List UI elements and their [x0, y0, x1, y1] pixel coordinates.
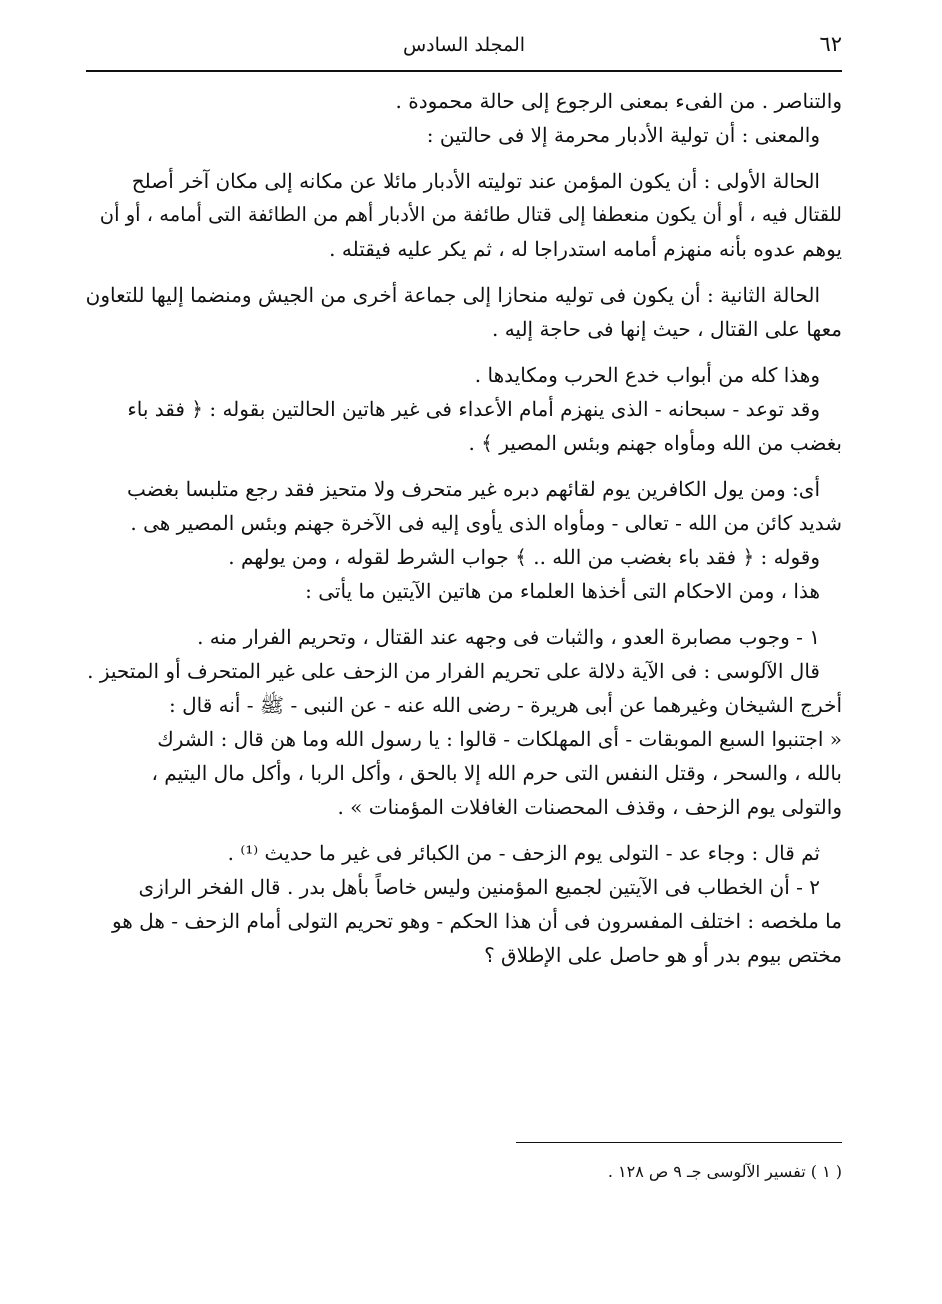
text-line: مختص بيوم بدر أو هو حاصل على الإطلاق ؟ [484, 943, 842, 967]
page-header [86, 30, 842, 70]
page-number: ٦٢ [819, 32, 842, 56]
text-line: وهذا كله من أبواب خدع الحرب ومكايدها . [474, 363, 820, 387]
text-line: ٢ - أن الخطاب فى الآيتين لجميع المؤمنين وليس خاصاً بأهل بدر . قال الفخر الرازى [138, 875, 820, 899]
text-line: أخرج الشيخان وغيرهما عن أبى هريرة - رضى الله عنه - عن النبى - ﷺ - أنه قال : [168, 693, 842, 717]
text-line: شديد كائن من الله - تعالى - ومأواه الذى يأوى إليه فى الآخرة جهنم وبئس المصير هى . [130, 511, 842, 535]
text-line: أى: ومن يول الكافرين يوم لقائهم دبره غير متحرف ولا متحيز فقد رجع متلبسا بغضب [127, 477, 820, 501]
text-line: بالله ، والسحر ، وقتل النفس التى حرم الله إلا بالحق ، وأكل الربا ، وأكل مال اليتيم ، [151, 761, 842, 785]
volume-title: المجلد السادس [402, 34, 526, 56]
text-line: « اجتنبوا السبع الموبقات - أى المهلكات - قالوا : يا رسول الله وما هن قال : الشرك [157, 727, 842, 751]
text-line: وقد توعد - سبحانه - الذى ينهزم أمام الأعداء فى غير هاتين الحالتين بقوله : ﴿ فقد باء [127, 397, 820, 421]
text-line: وقوله : ﴿ فقد باء بغضب من الله .. ﴾ جواب الشرط لقوله ، ومن يولهم . [228, 545, 820, 569]
text-line: الحالة الثانية : أن يكون فى توليه منحازا إلى جماعة أخرى من الجيش ومنضما إليها للتعاون [85, 283, 820, 307]
text-line: معها على القتال ، حيث إنها فى حاجة إليه . [491, 317, 842, 341]
text-line: ١ - وجوب مصابرة العدو ، والثبات فى وجهه عند القتال ، وتحريم الفرار منه . [197, 625, 820, 649]
text-line: ما ملخصه : اختلف المفسرون فى أن هذا الحكم - وهو تحريم التولى أمام الزحف - هل هو [111, 909, 842, 933]
text-line: بغضب من الله ومأواه جهنم وبئس المصير ﴾ . [468, 431, 842, 455]
text-line: ثم قال : وجاء عد - التولى يوم الزحف - من الكبائر فى غير ما حديث ⁽¹⁾ . [227, 841, 820, 865]
header-divider [86, 70, 842, 72]
text-line: يوهم عدوه بأنه منهزم أمامه استدراجا له ، ثم يكر عليه فيقتله . [329, 237, 842, 261]
text-line: هذا ، ومن الاحكام التى أخذها العلماء من هاتين الآيتين ما يأتى : [305, 579, 820, 603]
footnote-divider [516, 1142, 842, 1143]
text-line: والتولى يوم الزحف ، وقذف المحصنات الغافلات المؤمنات » . [337, 795, 842, 819]
footnote: ( ١ ) تفسير الآلوسى جـ ٩ ص ١٢٨ . [607, 1162, 842, 1181]
text-line: والتناصر . من الفىء بمعنى الرجوع إلى حالة محمودة . [395, 89, 842, 113]
text-line: والمعنى : أن تولية الأدبار محرمة إلا فى حالتين : [426, 123, 820, 147]
text-line: الحالة الأولى : أن يكون المؤمن عند توليته الأدبار مائلا عن مكانه إلى مكان آخر أصلح [131, 169, 820, 193]
text-line: للقتال فيه ، أو أن يكون منعطفا إلى قتال طائفة من الأدبار أهم من الطائفة التى أمامه ، أو أن [99, 203, 842, 226]
page-body [86, 84, 842, 972]
text-line: قال الآلوسى : فى الآية دلالة على تحريم الفرار من الزحف على غير المتحرف أو المتحيز . [87, 659, 820, 683]
